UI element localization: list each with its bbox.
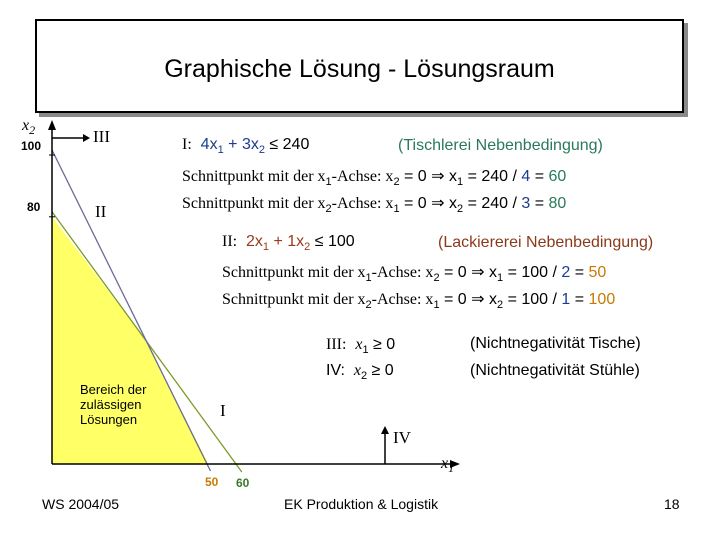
x-tick-label-50: 50 (205, 475, 219, 489)
y-axis-arrow (48, 120, 56, 130)
constraint-III: III: $x_1 \ge 0$ (326, 336, 396, 357)
y-axis-label: $x_2$ (22, 117, 36, 138)
arrow-IV-head (381, 426, 389, 434)
label-II: II (95, 202, 107, 221)
constraint-I-desc: (Tischlerei Nebenbedingung) (398, 137, 603, 154)
page-title: Graphische Lösung - Lösungsraum (164, 55, 555, 83)
constraint-I-intersect-x2: Schnittpunkt mit der $x_2$-Achse: $x_1 = 0$ ⇒ $x_2 = 240 / 3 = 80$ (182, 195, 567, 216)
y-tick-label-80: 80 (27, 200, 41, 214)
arrow-III-head (83, 134, 90, 142)
label-III: III (93, 127, 110, 146)
constraint-II-intersect-x2: Schnittpunkt mit der $x_2$-Achse: $x_1 = 0$ ⇒ $x_2 = 100 / 1 = 100$ (222, 291, 616, 312)
constraint-IV: IV: $x_2 \ge 0$ (326, 362, 394, 383)
footer-course: EK Produktion & Logistik (284, 496, 439, 512)
label-I: I (220, 401, 226, 420)
x-tick-label-60: 60 (236, 476, 250, 490)
constraint-II-desc: (Lackiererei Nebenbedingung) (438, 234, 654, 251)
label-IV: IV (393, 428, 411, 447)
footer-page-number: 18 (664, 496, 680, 512)
x-axis-label: $x_1$ (441, 455, 455, 476)
constraint-III-desc: (Nichtnegativität Tische) (470, 335, 641, 352)
constraint-II-intersect-x1: Schnittpunkt mit der $x_1$-Achse: $x_2 = 0$ ⇒ $x_1 = 100 / 2 = 50$ (222, 264, 607, 285)
y-tick-label-100: 100 (21, 139, 42, 153)
constraint-I-intersect-x1: Schnittpunkt mit der $x_1$-Achse: $x_2 = 0$ ⇒ $x_1 = 240 / 4 = 60$ (182, 168, 567, 189)
footer-semester: WS 2004/05 (42, 496, 120, 512)
feasible-region-label: Bereich der zulässigen Lösungen (80, 382, 147, 427)
constraint-IV-desc: (Nichtnegativität Stühle) (470, 362, 640, 379)
constraint-II-equation: II: $2x_1 + 1x_2 \le 100$ (222, 233, 355, 254)
constraint-I-equation: I: $4x_1 + 3x_2 \le 240$ (182, 136, 310, 157)
